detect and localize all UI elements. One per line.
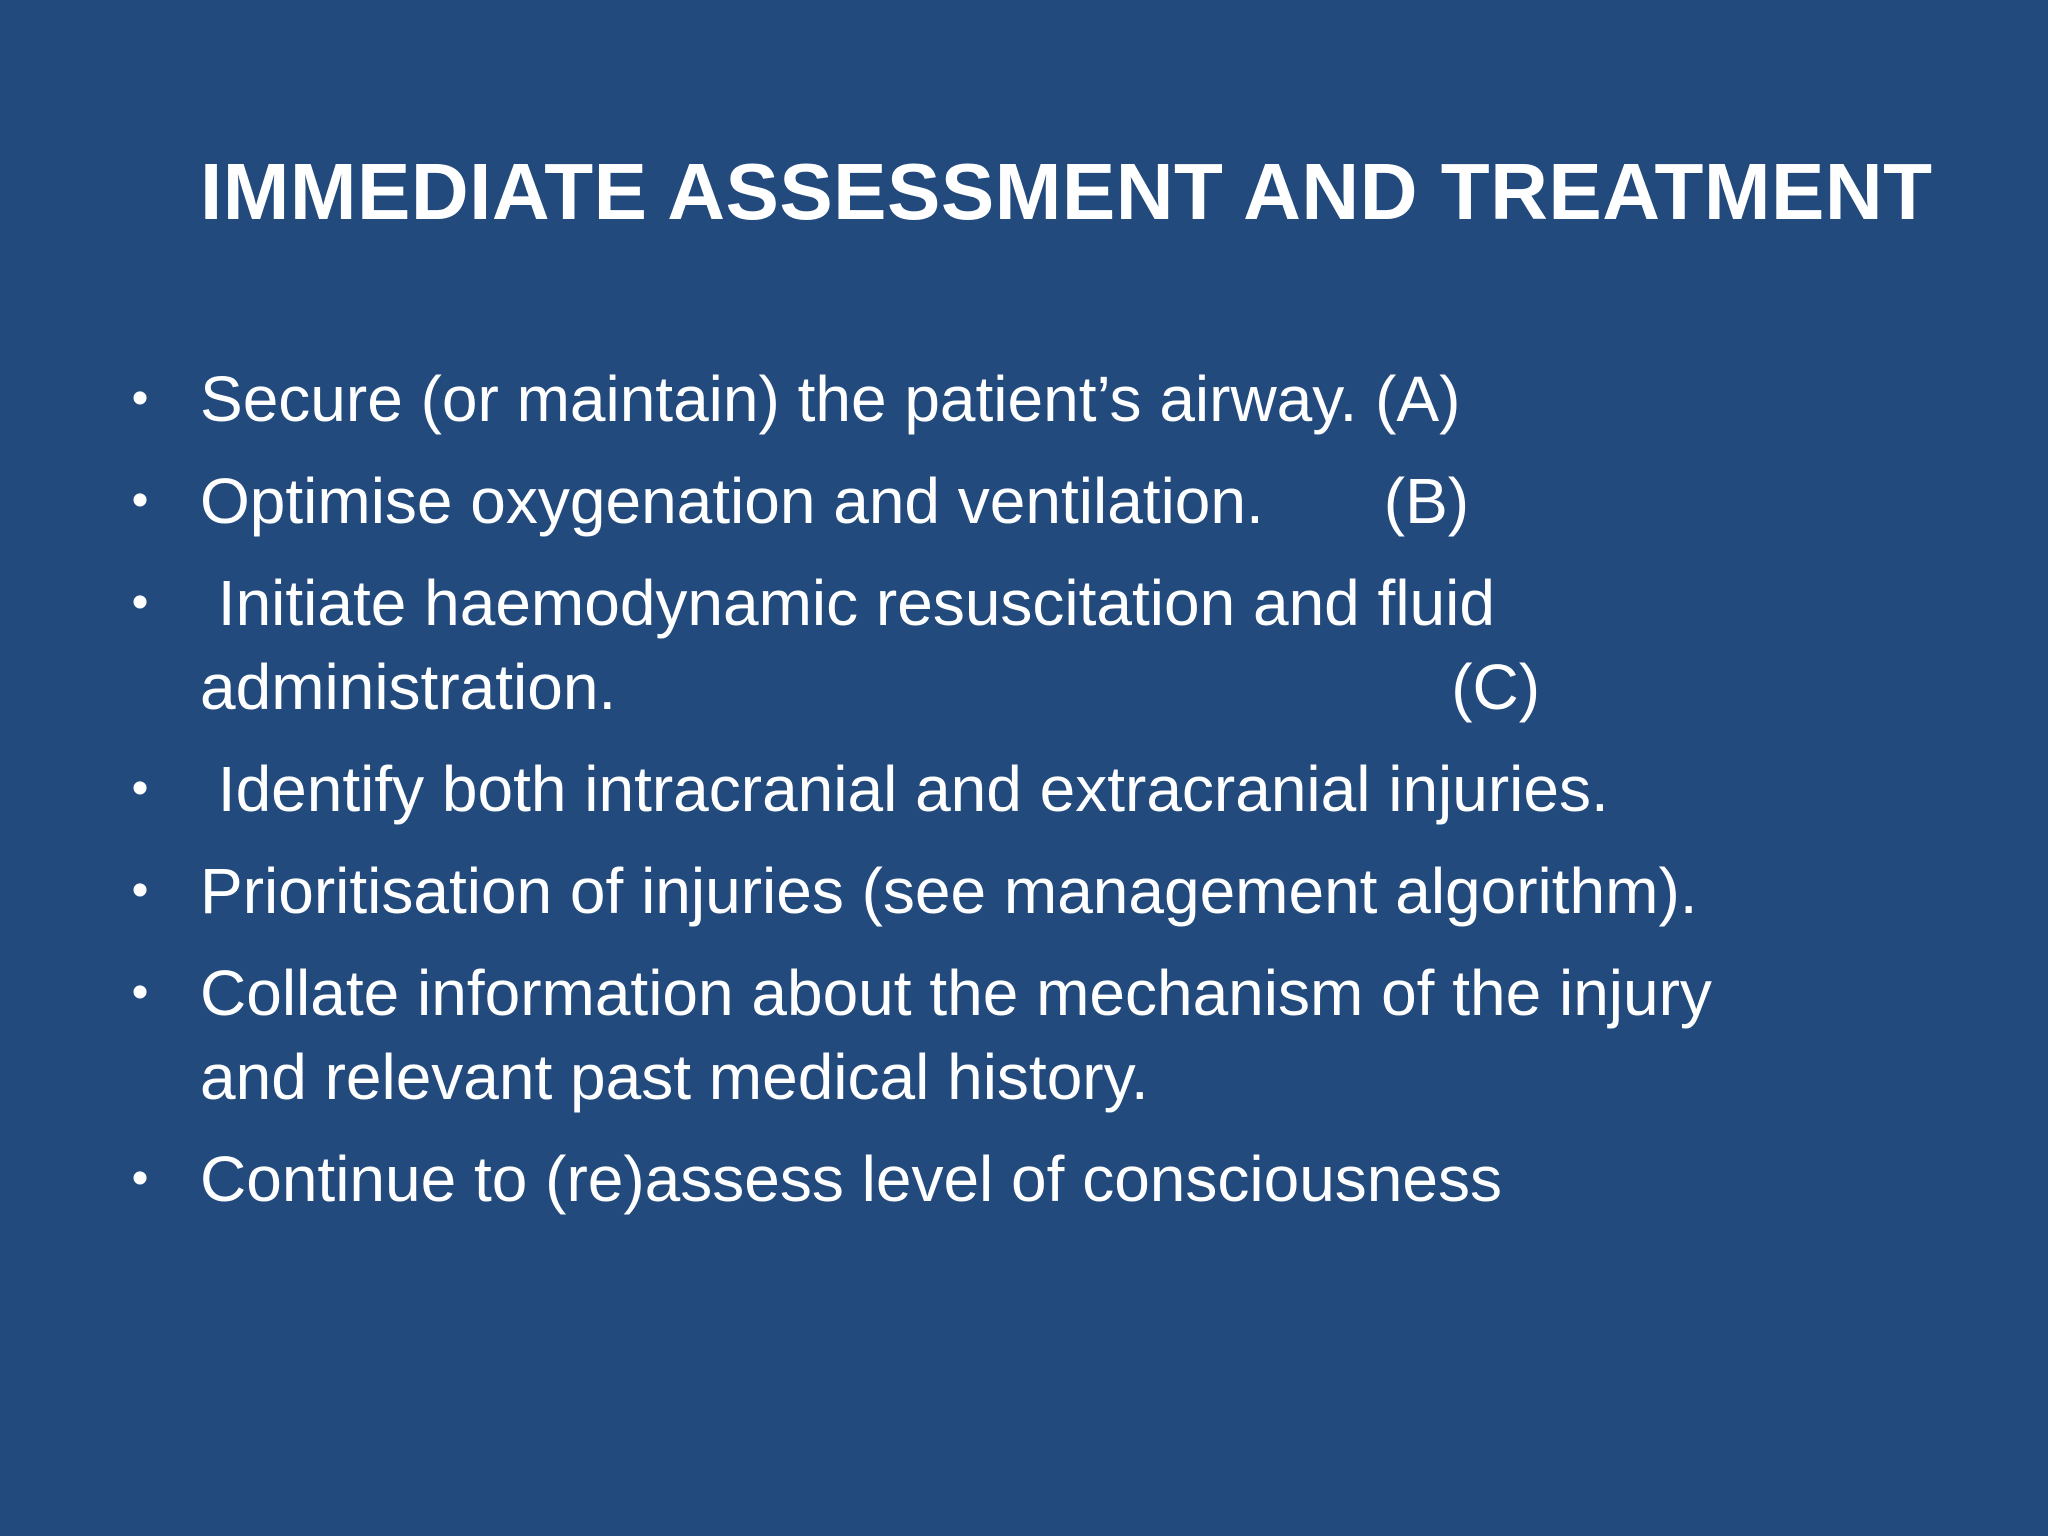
- bullet-text: Prioritisation of injuries (see management algorithm).: [200, 855, 1698, 927]
- bullet-item-oxygenation: [120, 459, 1960, 543]
- bullet-item-consciousness: [120, 1137, 1960, 1221]
- bullet-item-airway: [120, 357, 1960, 441]
- bullet-text-line2: administration.: [200, 651, 617, 723]
- bullet-icon: •: [131, 474, 149, 527]
- bullet-item-collate: [120, 951, 1960, 1119]
- bullet-item-resuscitation: [120, 561, 1960, 729]
- bullet-text: Identify both intracranial and extracranial injuries.: [200, 753, 1609, 825]
- bullet-item-prioritisation: [120, 849, 1960, 933]
- bullet-icon: •: [131, 1152, 149, 1205]
- bullet-icon: •: [131, 576, 149, 629]
- bullet-tag: (B): [1383, 465, 1470, 537]
- bullet-text: Secure (or maintain) the patient’s airway. (A): [200, 363, 1461, 435]
- bullet-text-line1: Collate information about the mechanism of the injury: [200, 957, 1712, 1029]
- bullet-text-line1: Initiate haemodynamic resuscitation and fluid: [200, 567, 1495, 639]
- bullet-tag: (C): [1451, 651, 1541, 723]
- bullet-icon: •: [131, 966, 149, 1019]
- bullet-item-injuries: [120, 747, 1960, 831]
- bullet-text: Continue to (re)assess level of consciousness: [200, 1143, 1502, 1215]
- slide-title: IMMEDIATE ASSESSMENT AND TREATMENT: [200, 147, 1933, 236]
- bullet-text-line2: and relevant past medical history.: [200, 1041, 1149, 1113]
- bullet-icon: •: [131, 864, 149, 917]
- bullet-icon: •: [131, 762, 149, 815]
- bullet-text: Optimise oxygenation and ventilation.: [200, 465, 1264, 537]
- bullet-icon: •: [131, 372, 149, 425]
- bullet-list: [120, 357, 1960, 1239]
